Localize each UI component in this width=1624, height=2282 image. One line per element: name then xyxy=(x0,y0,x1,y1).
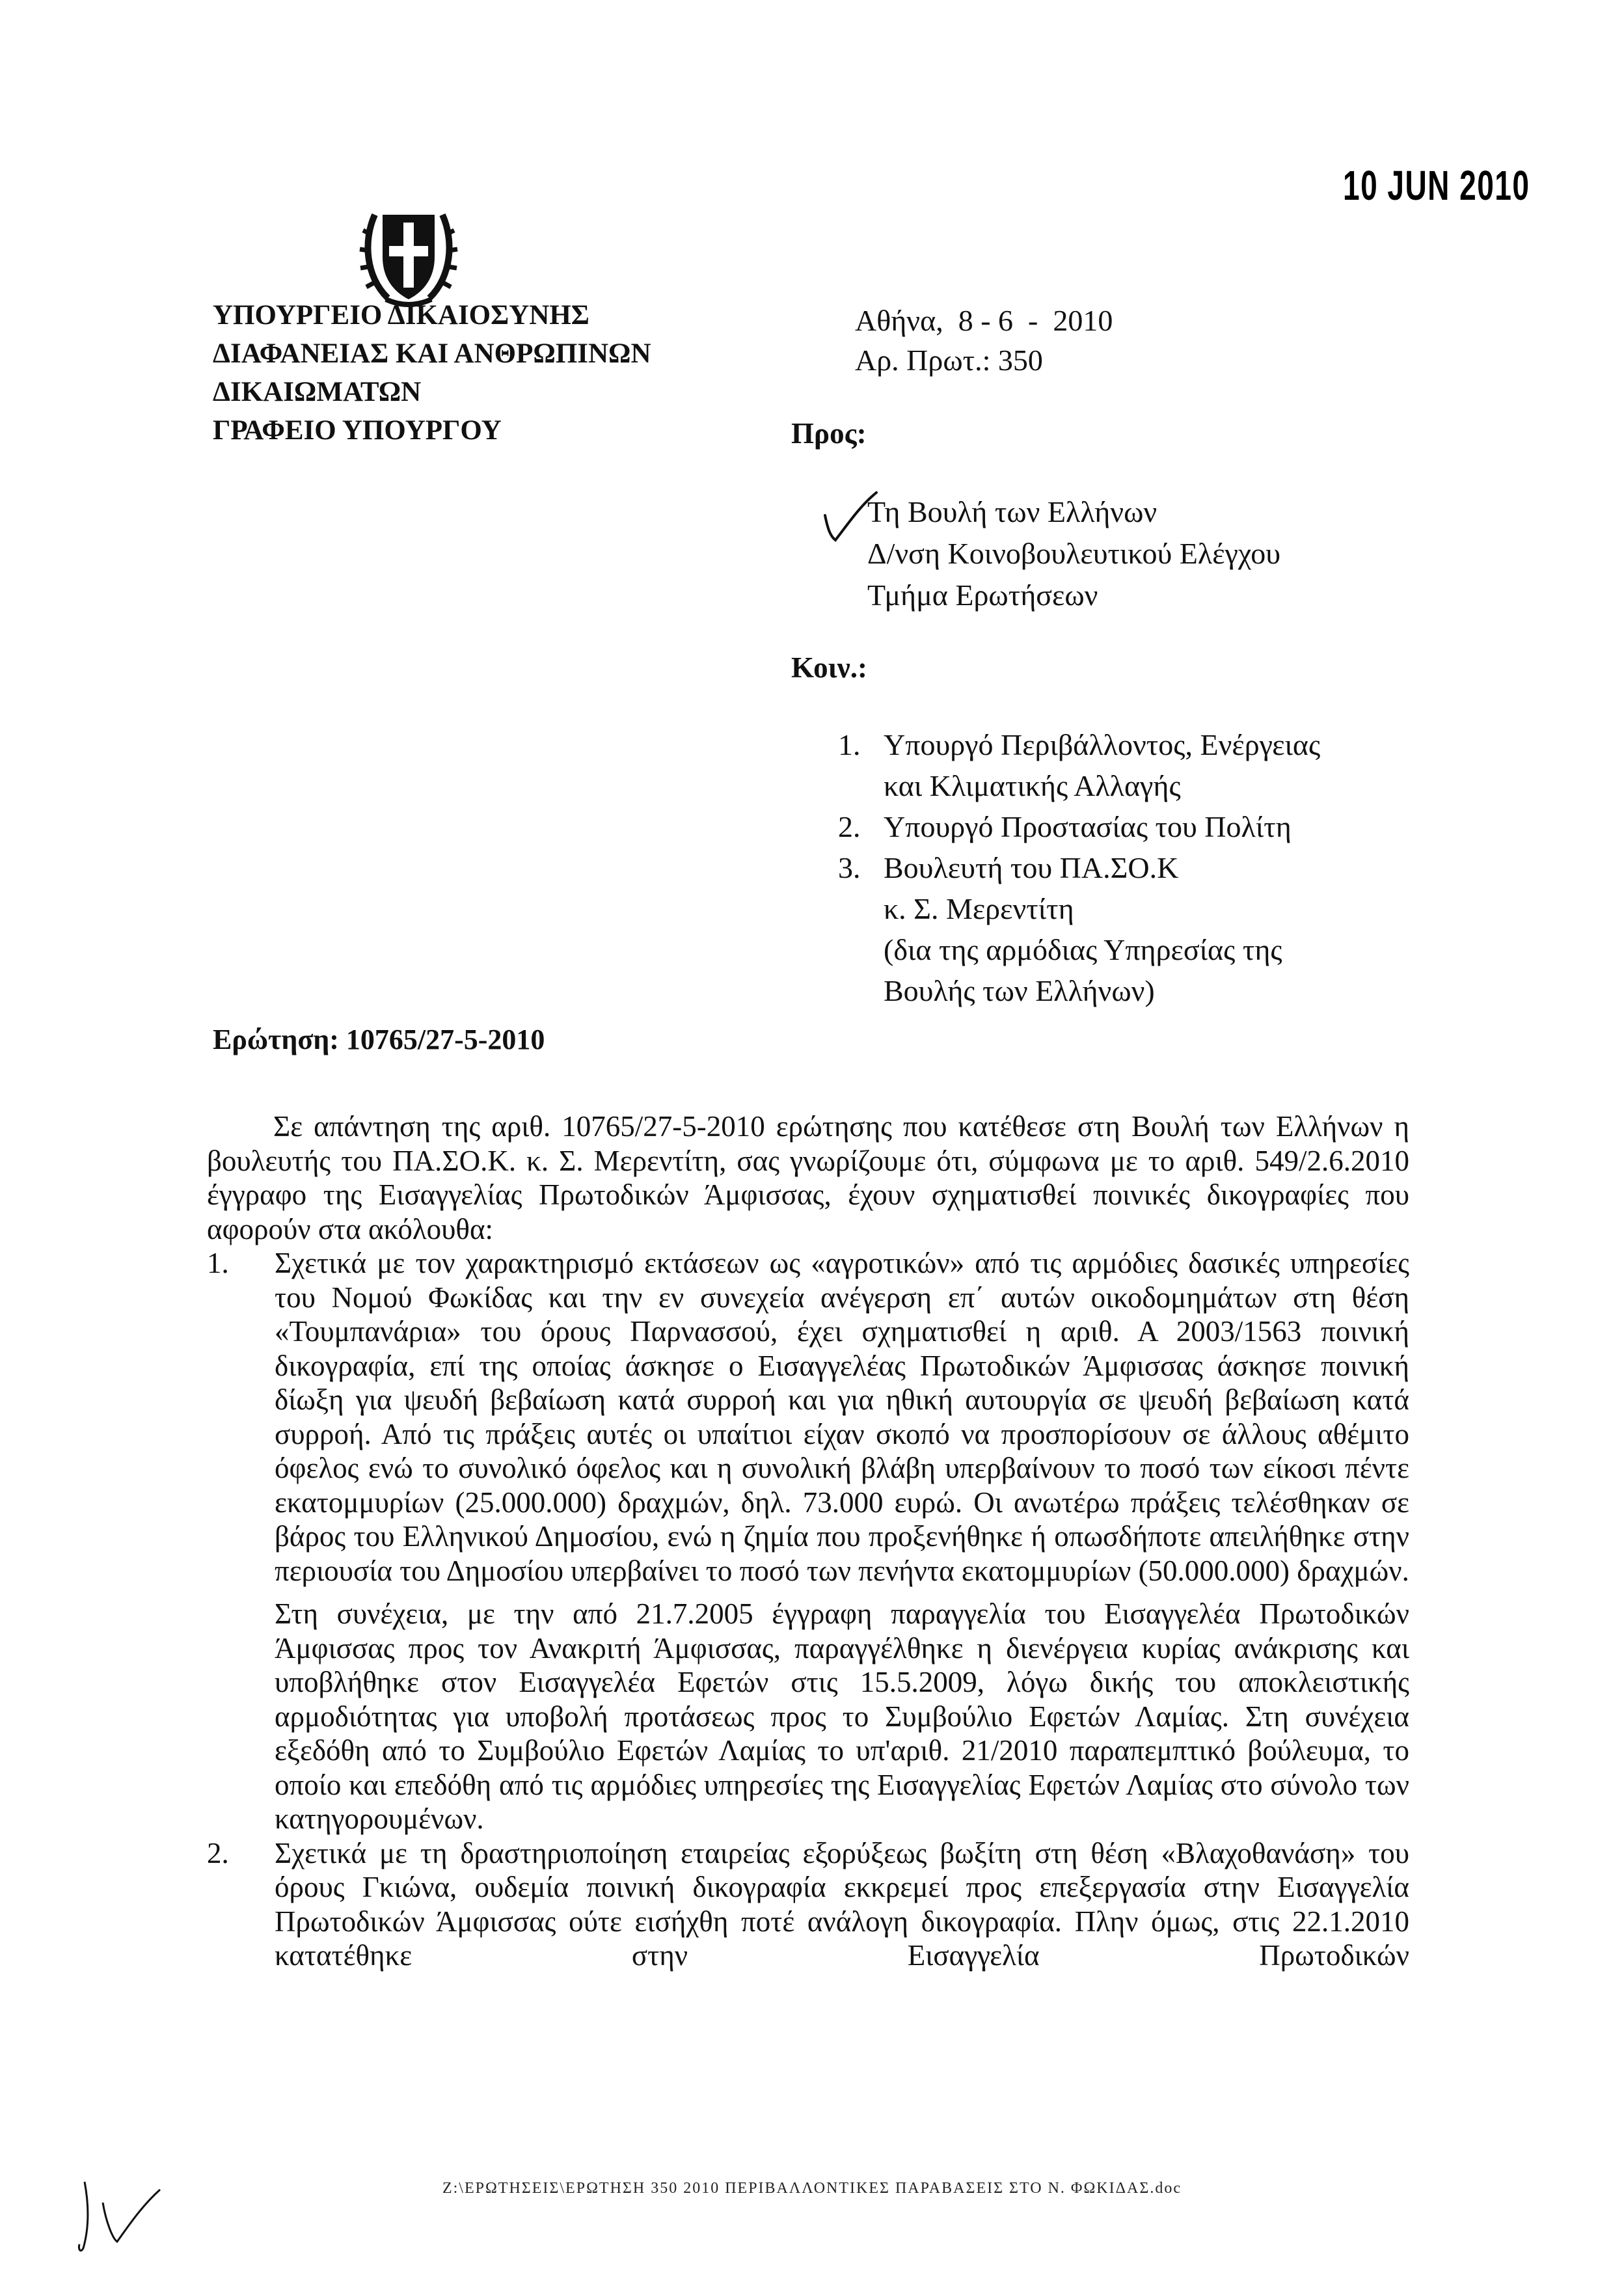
ministry-header xyxy=(213,296,651,450)
cc-item-number: 2. xyxy=(838,810,861,843)
cc-item-number: 1. xyxy=(838,728,861,761)
intro-paragraph: Σε απάντηση της αριθ. 10765/27-5-2010 ερώτησης που κατέθεσε στη Βουλή των Ελλήνων η βουλευτής του ΠΑ.ΣΟ.Κ. κ. Σ. Μερεντίτη, σας γνωρίζουμε ότι, σύμφωνα με το αριθ. 549/2.6.2010 έγγραφο της Εισαγγελίας Πρωτοδικών Άμφισσας, έχουν σχηματισθεί ποινικές δικογραφίες που αφορούν στα ακόλουθα: xyxy=(207,1110,1409,1245)
cc-item-line: και Κλιματικής Αλλαγής xyxy=(884,769,1181,802)
list-item-paragraph: Σχετικά με τον χαρακτηρισμό εκτάσεων ως «αγροτικών» από τις αρμόδιες δασικές υπηρεσίες του Νομού Φωκίδας και την εν συνεχεία ανέγερση επ΄ αυτών οικοδομημάτων στη θέση «Τουμπανάρια» του όρους Παρνασσού, έχει σχηματισθεί η αριθ. Α 2003/1563 ποινική δικογραφία, επί της οποίας άσκησε ο Εισαγγελέας Πρωτοδικών Άμφισσας άσκησε ποινική δίωξη για ψευδή βεβαίωση κατά συρροή και για ηθική αυτουργία σε ψευδή βεβαίωση κατά συρροή. Από τις πράξεις αυτές οι υπαίτιοι είχαν σκοπό να προσπορίσουν σε άλλους αθέμιτο όφελος ενώ το συνολικό όφελος και η συνολική βλάβη υπερβαίνουν το ποσό των είκοσι πέντε εκατομμυρίων (25.000.000) δραχμών, δηλ. 73.000 ευρώ. Οι ανωτέρω πράξεις τελέσθηκαν σε βάρος του Ελληνικού Δημοσίου, ενώ η ζημία που προξενήθηκε ή οπωσδήποτε απειλήθηκε στην περιουσία του Δημοσίου υπερβαίνει το ποσό των πενήντα εκατομμυρίων (50.000.000) δραχμών. xyxy=(275,1247,1409,1587)
recipient-block xyxy=(867,491,1280,616)
recipient-line: Τμήμα Ερωτήσεων xyxy=(867,578,1098,612)
ministry-line: ΥΠΟΥΡΓΕΙΟ ΔΙΚΑΙΟΣΥΝΗΣ xyxy=(213,300,589,331)
list-item-paragraph: Σχετικά με τη δραστηριοποίηση εταιρείας εξορύξεως βωξίτη στη θέση «Βλαχοθανάση» του όρους Γκιώνα, ουδεμία ποινική δικογραφία εκκρεμεί προς επεξεργασία στην Εισαγγελία Πρωτοδικών Άμφισσας ούτε εισήχθη ποτέ ανάλογη δικογραφία. Πλην όμως, στις 22.1.2010 κατατέθηκε στην Εισαγγελία Πρωτοδικών xyxy=(275,1836,1409,1972)
cc-item-line: Υπουργό Περιβάλλοντος, Ενέργειας xyxy=(884,728,1321,761)
list-item-number: 2. xyxy=(207,1836,229,1869)
cc-list xyxy=(838,724,1320,1011)
recipient-line: Τη Βουλή των Ελλήνων xyxy=(867,495,1157,528)
cc-item-line: κ. Σ. Μερεντίτη xyxy=(884,892,1074,925)
list-item-paragraph: Στη συνέχεια, με την από 21.7.2005 έγγραφη παραγγελία του Εισαγγελέα Πρωτοδικών Άμφισσας προς τον Ανακριτή Άμφισσας, παραγγέλθηκε η διενέργεια κυρίας ανάκρισης και υποβλήθηκε στον Εισαγγελέα Εφετών στις 15.5.2009, λόγω δικής του αποκλειστικής αρμοδιότητας για υποβολή προτάσεως προς το Συμβούλιο Εφετών Λαμίας. Στη συνέχεια εξεδόθη από το Συμβούλιο Εφετών Λαμίας το υπ'αριθ. 21/2010 παραπεμπτικό βούλευμα, το οποίο και επεδόθη από τις αρμόδιες υπηρεσίες της Εισαγγελίας Εφετών Λαμίας στο σύνολο των κατηγορουμένων. xyxy=(275,1597,1409,1835)
cc-label: Κοιν.: xyxy=(791,651,867,684)
cc-item xyxy=(838,806,1320,847)
cc-item-line: Βουλευτή του ΠΑ.ΣΟ.Κ xyxy=(884,851,1179,884)
date-block xyxy=(855,301,1113,380)
cc-item-line: Υπουργό Προστασίας του Πολίτη xyxy=(884,810,1292,843)
greek-emblem-icon xyxy=(357,195,461,312)
ministry-line: ΔΙΑΦΑΝΕΙΑΣ ΚΑΙ ΑΝΘΡΩΠΙΝΩΝ xyxy=(213,338,651,369)
ministry-line: ΓΡΑΦΕΙΟ ΥΠΟΥΡΓΟΥ xyxy=(213,415,502,446)
question-subject: Ερώτηση: 10765/27-5-2010 xyxy=(213,1024,545,1055)
to-label: Προς: xyxy=(791,417,867,450)
list-item-number: 1. xyxy=(207,1247,229,1279)
document-date: Αθήνα, 8 - 6 - 2010 xyxy=(855,304,1113,337)
cc-item xyxy=(838,724,1320,806)
cc-item xyxy=(838,847,1320,1011)
list-item xyxy=(207,1246,1409,1836)
cc-item-line: (δια της αρμόδιας Υπηρεσίας της xyxy=(884,933,1282,966)
file-path-footer: Ζ:\ΕΡΩΤΗΣΕΙΣ\ΕΡΩΤΗΣΗ 350 2010 ΠΕΡΙΒΑΛΛΟΝΤΙΚΕΣ ΠΑΡΑΒΑΣΕΙΣ ΣΤΟ Ν. ΦΩΚΙΔΑΣ.doc xyxy=(442,2180,1182,2197)
received-date-stamp: 10 JUN 2010 xyxy=(1343,162,1530,209)
letter-body xyxy=(207,1109,1409,1973)
ministry-line: ΔΙΚΑΙΩΜΑΤΩΝ xyxy=(213,377,422,407)
cc-item-number: 3. xyxy=(838,851,861,884)
cc-item-line: Βουλής των Ελλήνων) xyxy=(884,974,1155,1007)
recipient-line: Δ/νση Κοινοβουλευτικού Ελέγχου xyxy=(867,537,1281,570)
protocol-number: Αρ. Πρωτ.: 350 xyxy=(855,344,1043,377)
list-item xyxy=(207,1836,1409,1973)
